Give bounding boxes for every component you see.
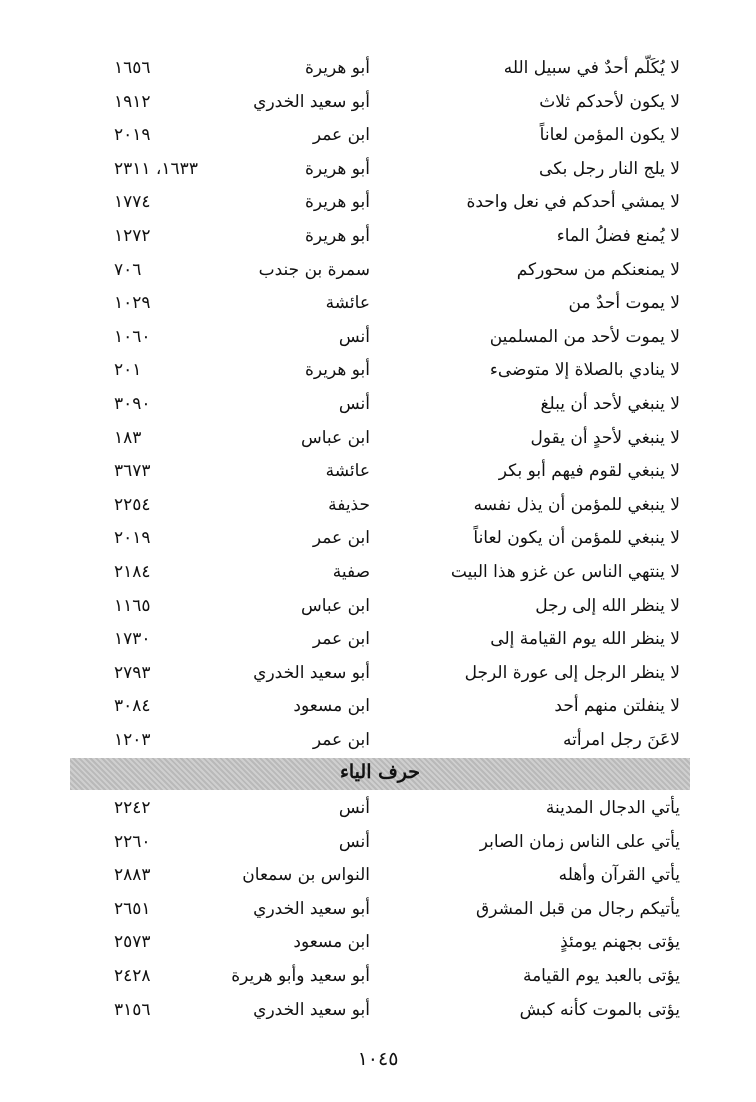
narrator: ابن عمر xyxy=(312,729,370,750)
hadith-text: لا يُمنع فضلُ الماء xyxy=(556,225,680,246)
narrator: ابن مسعود xyxy=(293,696,370,717)
reference-number: ٢٠١٩ xyxy=(114,125,151,146)
table-row xyxy=(0,928,756,962)
table-row xyxy=(0,996,756,1030)
reference-number: ٢٤٢٨ xyxy=(114,965,151,986)
table-row xyxy=(0,524,756,558)
narrator: ابن عباس xyxy=(300,595,370,616)
table-row xyxy=(0,457,756,491)
hadith-text: يأتيكم رجال من قبل المشرق xyxy=(476,898,680,919)
narrator: ابن عمر xyxy=(312,629,370,650)
table-row xyxy=(0,592,756,626)
hadith-text: لا ينبغي للمؤمن أن يذل نفسه xyxy=(473,494,680,515)
table-row xyxy=(0,659,756,693)
hadith-text: لا يمشي أحدكم في نعل واحدة xyxy=(466,192,680,213)
hadith-text: لا ينفلتن منهم أحد xyxy=(554,696,680,717)
page-number: ١٠٤٥ xyxy=(357,1048,399,1070)
hadith-text: لا يمنعنكم من سحوركم xyxy=(516,259,680,280)
table-row xyxy=(0,962,756,996)
reference-number: ١١٦٥ xyxy=(114,595,151,616)
table-row xyxy=(0,188,756,222)
reference-number: ١٠٦٠ xyxy=(114,326,151,347)
reference-number: ١٦٣٣، ٢٣١١ xyxy=(114,158,198,179)
hadith-text: لاعَنَ رجل امرأته xyxy=(563,729,680,750)
table-row xyxy=(0,390,756,424)
reference-number: ٢٠١ xyxy=(114,360,142,381)
narrator: أبو سعيد وأبو هريرة xyxy=(231,965,370,986)
narrator: أبو هريرة xyxy=(304,158,370,179)
hadith-text: يؤتى بالموت كأنه كبش xyxy=(519,999,680,1020)
reference-number: ٣٠٩٠ xyxy=(114,393,151,414)
hadith-text: لا ينبغي لقوم فيهم أبو بكر xyxy=(498,461,680,482)
table-row xyxy=(0,155,756,189)
reference-number: ١٢٧٢ xyxy=(114,225,151,246)
reference-number: ٢١٨٤ xyxy=(114,561,151,582)
table-row xyxy=(0,726,756,760)
narrator: ابن عمر xyxy=(312,528,370,549)
table-row xyxy=(0,356,756,390)
narrator: أبو سعيد الخدري xyxy=(253,662,370,683)
narrator: ابن مسعود xyxy=(293,932,370,953)
hadith-text: يأتي على الناس زمان الصابر xyxy=(479,831,680,852)
hadith-index-table-ya xyxy=(0,794,756,1029)
table-row xyxy=(0,895,756,929)
hadith-text: لا يُكَلّم أحدٌ في سبيل الله xyxy=(503,58,680,78)
narrator: أنس xyxy=(338,393,370,414)
narrator: أبو هريرة xyxy=(304,192,370,213)
hadith-text: لا ينظر الله يوم القيامة إلى xyxy=(490,629,680,650)
hadith-text: يؤتى بالعبد يوم القيامة xyxy=(522,965,680,986)
reference-number: ١٨٣ xyxy=(114,427,142,448)
hadith-index-table-lam xyxy=(0,54,756,759)
table-row xyxy=(0,828,756,862)
narrator: ابن عمر xyxy=(312,125,370,146)
narrator: حذيفة xyxy=(328,494,370,515)
hadith-text: لا يلج النار رجل بكى xyxy=(539,158,680,179)
table-row xyxy=(0,88,756,122)
reference-number: ٧٠٦ xyxy=(114,259,142,280)
narrator: أنس xyxy=(338,831,370,852)
narrator: صفية xyxy=(332,561,370,582)
reference-number: ٣٠٨٤ xyxy=(114,696,151,717)
narrator: أنس xyxy=(338,798,370,818)
reference-number: ٢٧٩٣ xyxy=(114,662,151,683)
table-row xyxy=(0,256,756,290)
table-row xyxy=(0,323,756,357)
hadith-text: لا ينادي بالصلاة إلا متوضىء xyxy=(489,360,680,381)
hadith-text: لا ينظر الرجل إلى عورة الرجل xyxy=(464,662,680,683)
narrator: ابن عباس xyxy=(300,427,370,448)
reference-number: ٢٢٦٠ xyxy=(114,831,151,852)
reference-number: ١٧٧٤ xyxy=(114,192,151,213)
narrator: أبو سعيد الخدري xyxy=(253,898,370,919)
table-row xyxy=(0,861,756,895)
reference-number: ٢٠١٩ xyxy=(114,528,151,549)
reference-number: ٢٢٥٤ xyxy=(114,494,151,515)
narrator: عائشة xyxy=(325,293,370,314)
table-row xyxy=(0,625,756,659)
reference-number: ١٠٢٩ xyxy=(114,293,151,314)
narrator: أبو هريرة xyxy=(304,225,370,246)
narrator: أبو سعيد الخدري xyxy=(253,91,370,112)
narrator: أنس xyxy=(338,326,370,347)
hadith-text: لا ينتهي الناس عن غزو هذا البيت xyxy=(450,561,680,582)
hadith-text: لا ينظر الله إلى رجل xyxy=(535,595,680,616)
hadith-text: لا ينبغي للمؤمن أن يكون لعاناً xyxy=(473,528,680,549)
hadith-text: لا يموت أحدٌ من xyxy=(568,293,680,314)
table-row xyxy=(0,121,756,155)
reference-number: ٢٦٥١ xyxy=(114,898,151,919)
reference-number: ٢٢٤٢ xyxy=(114,798,151,818)
hadith-text: يأتي القرآن وأهله xyxy=(558,865,680,886)
reference-number: ١٩١٢ xyxy=(114,91,151,112)
narrator: النواس بن سمعان xyxy=(242,865,370,886)
table-row xyxy=(0,54,756,88)
hadith-text: لا يكون لأحدكم ثلاث xyxy=(539,91,680,112)
reference-number: ٣١٥٦ xyxy=(114,999,151,1020)
reference-number: ١٢٠٣ xyxy=(114,729,151,750)
table-row xyxy=(0,692,756,726)
narrator: سمرة بن جندب xyxy=(258,259,370,280)
section-header xyxy=(70,758,690,790)
hadith-text: لا ينبغي لأحد أن يبلغ xyxy=(540,393,680,414)
hadith-text: لا يكون المؤمن لعاناً xyxy=(539,125,680,146)
narrator: أبو سعيد الخدري xyxy=(253,999,370,1020)
table-row xyxy=(0,289,756,323)
narrator: أبو هريرة xyxy=(304,58,370,78)
hadith-text: يؤتى بجهنم يومئذٍ xyxy=(560,932,680,953)
table-row xyxy=(0,794,756,828)
reference-number: ٣٦٧٣ xyxy=(114,461,151,482)
reference-number: ١٧٣٠ xyxy=(114,629,151,650)
hadith-text: يأتي الدجال المدينة xyxy=(545,798,680,818)
table-row xyxy=(0,558,756,592)
narrator: أبو هريرة xyxy=(304,360,370,381)
reference-number: ١٦٥٦ xyxy=(114,58,151,78)
table-row xyxy=(0,424,756,458)
hadith-text: لا يموت لأحد من المسلمين xyxy=(489,326,680,347)
narrator: عائشة xyxy=(325,461,370,482)
section-title: حرف الياء xyxy=(339,761,421,783)
table-row xyxy=(0,491,756,525)
reference-number: ٢٨٨٣ xyxy=(114,865,151,886)
reference-number: ٢٥٧٣ xyxy=(114,932,151,953)
hadith-text: لا ينبغي لأحدٍ أن يقول xyxy=(530,427,680,448)
table-row xyxy=(0,222,756,256)
